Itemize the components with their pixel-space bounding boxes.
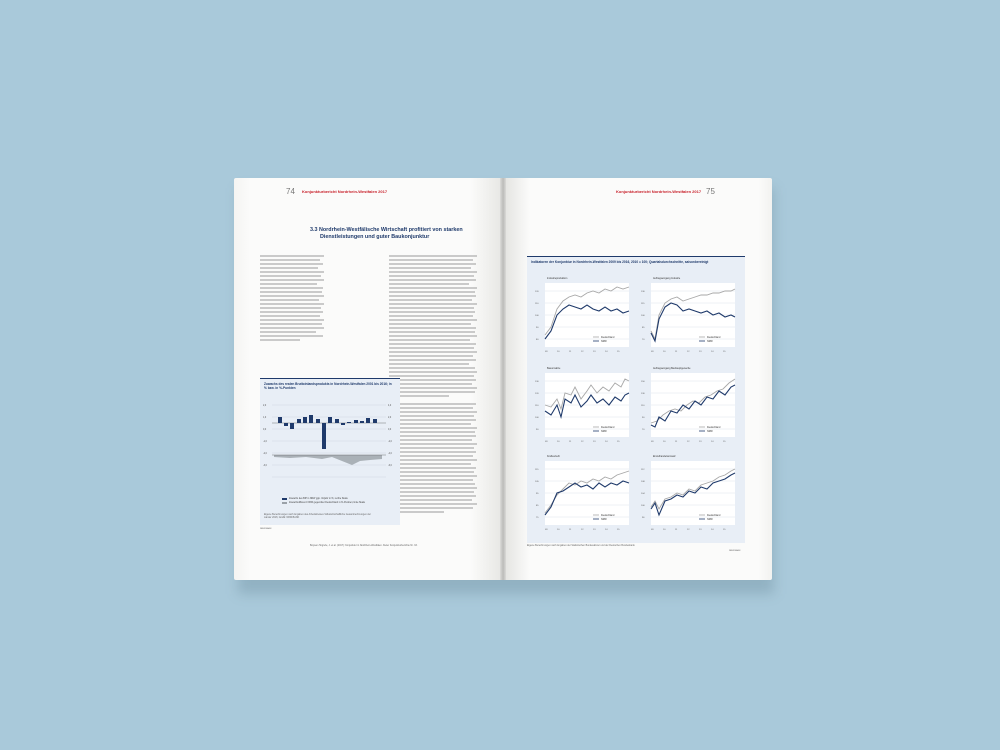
box-source: Eigene Berechnungen nach Angaben des Arbeitskreises Volkswirtschaftliche Gesamtrechnungen der Länder 2016; Grafik: NRW.BANK [264, 513, 371, 520]
svg-text:13: 13 [593, 351, 596, 353]
legend-swatch-bar [282, 498, 287, 500]
panel-kraftverkehr [531, 453, 635, 539]
svg-text:70: 70 [642, 339, 645, 341]
legend-label-nrw: NRW [707, 430, 713, 433]
svg-text:13: 13 [699, 441, 702, 443]
svg-text:85: 85 [642, 327, 645, 329]
svg-text:-6,0: -6,0 [388, 465, 392, 467]
svg-text:130: 130 [641, 291, 645, 293]
svg-text:09: 09 [651, 529, 654, 531]
svg-text:0,0: 0,0 [388, 429, 392, 431]
body-column-1 [260, 254, 326, 374]
panel-title: Auftragseingang Bauhauptgewerbe [653, 367, 691, 370]
svg-text:14: 14 [711, 441, 714, 443]
svg-text:110: 110 [641, 405, 645, 407]
svg-text:15: 15 [617, 529, 620, 531]
svg-text:15: 15 [723, 351, 726, 353]
panel-bauumsaetze [531, 365, 635, 451]
svg-text:12: 12 [581, 351, 584, 353]
svg-text:12: 12 [687, 441, 690, 443]
svg-text:14: 14 [711, 529, 714, 531]
svg-text:105: 105 [535, 481, 539, 483]
svg-text:75: 75 [536, 517, 539, 519]
svg-text:104: 104 [641, 493, 645, 495]
legend-label-deutschland: Deutschland [707, 426, 721, 429]
svg-text:13: 13 [699, 529, 702, 531]
legend-swatch-area [282, 502, 287, 504]
panel-title: Kraftverkehr [547, 455, 561, 458]
svg-text:130: 130 [535, 381, 539, 383]
svg-text:-3,0: -3,0 [263, 465, 267, 467]
svg-text:12: 12 [687, 529, 690, 531]
legend-label-bip: Zuwachs des BIP in NRW ggü. Vorjahr in %; rechte Skala [289, 498, 348, 500]
svg-text:100: 100 [535, 315, 539, 317]
legend-label-nrw: NRW [601, 340, 607, 343]
difference-area [274, 455, 382, 465]
figure-title: Indikatoren der Konjunktur in Nordrhein-Westfalen 2009 bis 2016, 2010 = 100; Quartalsdurchschnitte, saisonbereinigt [531, 260, 709, 264]
svg-text:13: 13 [593, 529, 596, 531]
panel-chart [637, 365, 741, 451]
svg-text:108: 108 [641, 481, 645, 483]
svg-text:11: 11 [569, 529, 572, 531]
panel-einzelhandelsumsatz [637, 453, 741, 539]
legend-label-differenz: Zuwachsdifferenz NRW gegenüber Deutschland in %-Punkten; linke Skala [289, 502, 365, 504]
panel-industrieproduktion [531, 275, 635, 361]
left-page [234, 178, 503, 580]
svg-text:10: 10 [663, 441, 666, 443]
book-gutter [500, 178, 506, 580]
running-head: Konjunkturbericht Nordrhein-Westfalen 2017 [616, 189, 702, 194]
svg-text:2,0: 2,0 [388, 417, 392, 419]
svg-text:115: 115 [641, 303, 645, 305]
svg-text:85: 85 [536, 505, 539, 507]
legend-label-deutschland: Deutschland [601, 514, 615, 517]
box-title: Zuwachs des realen Bruttoinlandsprodukts in Nordrhein-Westfalen 2001 bis 2016; in % bzw. in %-Punkten [264, 382, 392, 390]
legend-label-deutschland: Deutschland [601, 426, 615, 429]
gdp-growth-box [260, 378, 400, 525]
svg-text:10: 10 [663, 351, 666, 353]
panel-chart [531, 453, 635, 539]
svg-text:90: 90 [536, 429, 539, 431]
svg-text:100: 100 [641, 315, 645, 317]
svg-text:150: 150 [641, 381, 645, 383]
panel-title: Auftragseingang Industrie [653, 277, 681, 280]
svg-text:12: 12 [687, 351, 690, 353]
svg-text:70: 70 [642, 429, 645, 431]
svg-text:120: 120 [535, 393, 539, 395]
svg-text:110: 110 [535, 405, 539, 407]
panel-chart [531, 365, 635, 451]
panel-chart [531, 275, 635, 361]
body-text-lines [389, 254, 479, 524]
panel-auftragseingang-industrie [637, 275, 741, 361]
svg-text:09: 09 [545, 351, 548, 353]
page-number: 75 [706, 187, 715, 196]
svg-text:-2,0: -2,0 [388, 441, 392, 443]
svg-text:11: 11 [675, 441, 678, 443]
svg-text:112: 112 [641, 469, 645, 471]
svg-text:95: 95 [536, 493, 539, 495]
svg-text:100: 100 [535, 417, 539, 419]
svg-text:15: 15 [723, 441, 726, 443]
gdp-bars [278, 415, 377, 449]
svg-text:14: 14 [605, 529, 608, 531]
svg-text:09: 09 [545, 441, 548, 443]
svg-text:120: 120 [535, 291, 539, 293]
svg-text:80: 80 [536, 339, 539, 341]
svg-text:10: 10 [663, 529, 666, 531]
svg-text:09: 09 [545, 529, 548, 531]
svg-text:4,0: 4,0 [388, 405, 392, 407]
svg-text:0,0: 0,0 [263, 429, 267, 431]
svg-text:14: 14 [605, 441, 608, 443]
legend-label-nrw: NRW [707, 340, 713, 343]
svg-text:130: 130 [641, 393, 645, 395]
body-column-2 [389, 254, 479, 526]
svg-text:11: 11 [675, 529, 678, 531]
legend-label-deutschland: Deutschland [707, 336, 721, 339]
legend-label-nrw: NRW [601, 518, 607, 521]
legend-label-nrw: NRW [707, 518, 713, 521]
svg-text:11: 11 [675, 351, 678, 353]
svg-text:100: 100 [641, 505, 645, 507]
section-title: 3.3 Nordrhein-Westfälische Wirtschaft profitiert von starken Dienstleistungen und guter Baukonjunktur [310, 227, 463, 240]
folio-mark: NRW.BANK [260, 528, 272, 530]
svg-text:12: 12 [581, 441, 584, 443]
gdp-bar-chart [260, 395, 400, 495]
svg-text:90: 90 [536, 327, 539, 329]
svg-text:110: 110 [535, 303, 539, 305]
svg-text:10: 10 [557, 351, 560, 353]
svg-text:09: 09 [651, 441, 654, 443]
svg-text:-4,0: -4,0 [388, 453, 392, 455]
panel-title: Bauumsätze [547, 367, 561, 370]
running-head: Konjunkturbericht Nordrhein-Westfalen 2017 [302, 189, 388, 194]
legend-label-deutschland: Deutschland [601, 336, 615, 339]
svg-text:90: 90 [642, 417, 645, 419]
figure-source: Eigene Berechnungen nach Angaben der Statistischen Bundesämter und der Deutschen Bundesbank [527, 544, 635, 547]
svg-text:2,0: 2,0 [263, 405, 267, 407]
svg-text:10: 10 [557, 441, 560, 443]
panel-chart [637, 275, 741, 361]
svg-text:10: 10 [557, 529, 560, 531]
svg-text:13: 13 [593, 441, 596, 443]
legend-label-nrw: NRW [601, 430, 607, 433]
page-number: 74 [286, 187, 295, 196]
svg-text:15: 15 [617, 441, 620, 443]
panel-auftragseingang-bau [637, 365, 741, 451]
svg-text:15: 15 [617, 351, 620, 353]
svg-text:09: 09 [651, 351, 654, 353]
panel-chart [637, 453, 741, 539]
right-page [503, 178, 772, 580]
folio-mark: NRW.BANK [729, 550, 741, 552]
svg-text:11: 11 [569, 351, 572, 353]
svg-text:14: 14 [711, 351, 714, 353]
panel-title: Industrieproduktion [547, 277, 568, 280]
svg-text:15: 15 [723, 529, 726, 531]
svg-text:115: 115 [535, 469, 539, 471]
svg-text:13: 13 [699, 351, 702, 353]
svg-text:12: 12 [581, 529, 584, 531]
body-text-lines [260, 254, 326, 372]
legend-label-deutschland: Deutschland [707, 514, 721, 517]
svg-text:1,0: 1,0 [263, 417, 267, 419]
indicator-figure [527, 256, 745, 543]
box-legend [282, 498, 365, 504]
svg-text:96: 96 [642, 517, 645, 519]
svg-text:-1,0: -1,0 [263, 441, 267, 443]
panel-title: Einzelhandelsumsatz [653, 455, 676, 458]
svg-text:11: 11 [569, 441, 572, 443]
svg-text:-2,0: -2,0 [263, 453, 267, 455]
svg-text:14: 14 [605, 351, 608, 353]
footnote: Boysen-Hogrefe, J. et al. (2017): Konjunktur in Nordrhein-Westfalen. Kieler Konjunkturberichte Nr. 33. [310, 544, 418, 547]
